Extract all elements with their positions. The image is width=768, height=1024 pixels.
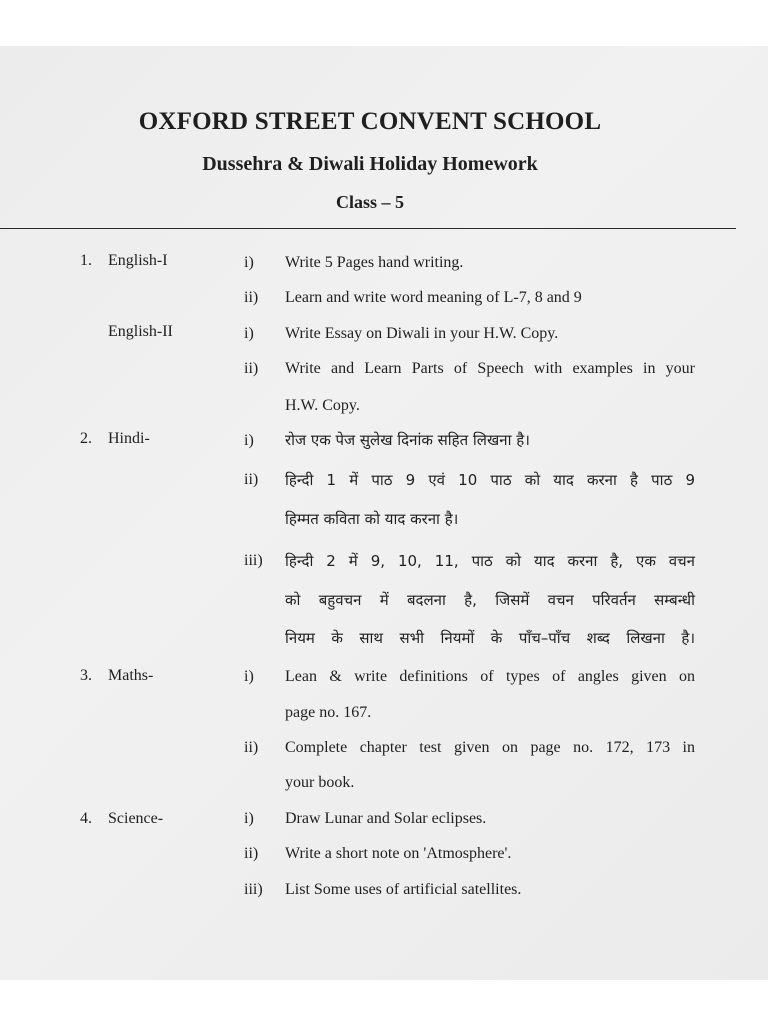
item-number-hindi: 2. bbox=[80, 430, 92, 447]
roman-numeral: ii) bbox=[244, 845, 259, 862]
subject-maths: Maths- bbox=[108, 667, 154, 684]
class-label: Class – 5 bbox=[335, 192, 404, 212]
school-name: OXFORD STREET CONVENT SCHOOL bbox=[138, 108, 602, 135]
roman-numeral: ii) bbox=[244, 360, 259, 377]
task-line: नियम के साथ सभी नियमों के पाँच–पाँच शब्द लिखना है। bbox=[285, 629, 695, 647]
task-line: हिन्दी 2 में 9, 10, 11, पाठ को याद करना है, एक वचन bbox=[285, 552, 695, 570]
task-line: Draw Lunar and Solar eclipses. bbox=[285, 810, 487, 827]
task-line: your book. bbox=[285, 774, 355, 791]
task-line: रोज एक पेज सुलेख दिनांक सहित लिखना है। bbox=[285, 431, 530, 449]
subject-english-1: English-I bbox=[108, 252, 168, 269]
roman-numeral: ii) bbox=[244, 289, 259, 306]
roman-numeral: i) bbox=[244, 668, 254, 685]
roman-numeral: iii) bbox=[244, 552, 263, 569]
roman-numeral: iii) bbox=[244, 881, 263, 898]
homework-sheet bbox=[0, 46, 768, 980]
task-line: Write 5 Pages hand writing. bbox=[285, 254, 464, 271]
roman-numeral: i) bbox=[244, 810, 254, 827]
item-number-english: 1. bbox=[80, 252, 92, 269]
item-number-maths: 3. bbox=[80, 667, 92, 684]
subject-hindi: Hindi- bbox=[108, 430, 150, 447]
homework-title: Dussehra & Diwali Holiday Homework bbox=[202, 153, 538, 175]
task-line: Lean & write definitions of types of angles given on bbox=[285, 668, 695, 685]
roman-numeral: i) bbox=[244, 325, 254, 342]
roman-numeral: i) bbox=[244, 432, 254, 449]
task-line: Write Essay on Diwali in your H.W. Copy. bbox=[285, 325, 559, 342]
task-line: Write and Learn Parts of Speech with examples in your bbox=[285, 360, 695, 377]
task-line: H.W. Copy. bbox=[285, 397, 360, 414]
task-line: page no. 167. bbox=[285, 704, 372, 721]
task-line: Complete chapter test given on page no. 172, 173 in bbox=[285, 739, 695, 756]
item-number-science: 4. bbox=[80, 810, 92, 827]
task-line: Write a short note on 'Atmosphere'. bbox=[285, 845, 512, 862]
task-line: हिन्दी 1 में पाठ 9 एवं 10 पाठ को याद करना है पाठ 9 bbox=[285, 471, 695, 489]
task-line: List Some uses of artificial satellites. bbox=[285, 881, 522, 898]
subject-science: Science- bbox=[108, 810, 164, 827]
subject-english-2: English-II bbox=[108, 323, 173, 340]
task-line: Learn and write word meaning of L-7, 8 and 9 bbox=[285, 289, 582, 306]
header-divider bbox=[0, 228, 736, 229]
roman-numeral: i) bbox=[244, 254, 254, 271]
roman-numeral: ii) bbox=[244, 739, 259, 756]
roman-numeral: ii) bbox=[244, 471, 259, 488]
task-line: को बहुवचन में बदलना है, जिसमें वचन परिवर्तन सम्बन्धी bbox=[285, 591, 695, 609]
task-line: हिम्मत कविता को याद करना है। bbox=[285, 510, 459, 528]
